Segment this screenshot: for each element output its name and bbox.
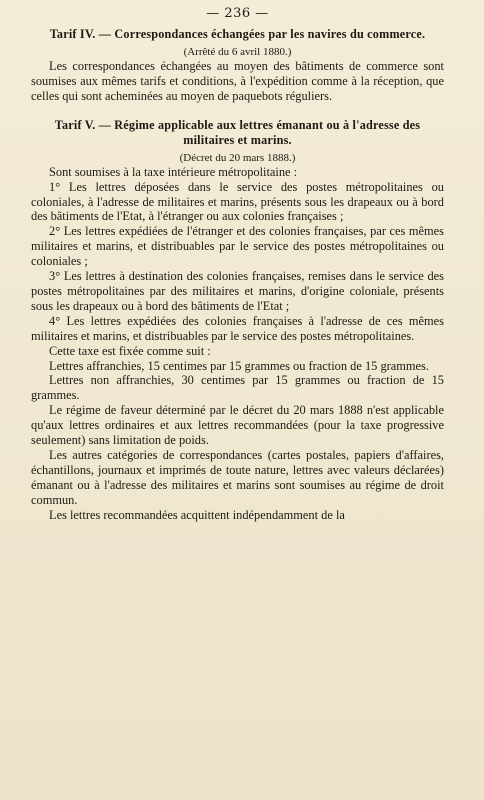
paragraph: 4° Les lettres expédiées des colonies françaises à l'adresse de ces mêmes militaires et marins, et distribuables par le service des postes métropolitaines. <box>31 313 444 343</box>
paragraph: Les correspondances échangées au moyen des bâtiments de commerce sont soumises aux mêmes tarifs et conditions, à l'expédition comme à la réception, que celles qui sont acheminées au moyen de paquebots réguliers. <box>31 59 444 103</box>
paragraph: Les lettres recommandées acquittent indépendamment de la <box>49 507 345 522</box>
paragraph: Le régime de faveur déterminé par le décret du 20 mars 1888 n'est applicable qu'aux lettres ordinaires et aux lettres recommandées (pour la taxe progressive seulement) sans limitation de poids. <box>31 403 444 448</box>
paragraph: 3° Les lettres à destination des colonies françaises, remises dans le service des postes métropolitaines par des militaires et marins, d'origine coloniale, présents sous les drapeaux ou à bord des bâtiments de l'Etat ; <box>31 269 444 313</box>
decree-reference: (Décret du 20 mars 1888.) <box>179 151 296 164</box>
section-title-tarif-v: Tarif V. — Régime applicable aux lettres émanant ou à l'adresse des militaires et marins. <box>54 117 421 147</box>
paragraph: Sont soumises à la taxe intérieure métropolitaine : <box>49 164 298 179</box>
page-number: — 236 — <box>206 6 269 21</box>
paragraph: Lettres affranchies, 15 centimes par 15 grammes ou fraction de 15 grammes. <box>49 358 429 373</box>
decree-reference: (Arrêté du 6 avril 1880.) <box>183 46 292 58</box>
paragraph: 2° Les lettres expédiées de l'étranger et des colonies françaises, par ces mêmes militaires et marins, et distribuables par le service des postes métropolitaines ou coloniales ; <box>31 224 444 269</box>
paragraph: Cette taxe est fixée comme suit : <box>49 343 211 358</box>
paragraph: Lettres non affranchies, 30 centimes par 15 grammes ou fraction de 15 grammes. <box>31 373 444 403</box>
paragraph: 1° Les lettres déposées dans le service des postes métropolitaines ou coloniales, à l'adresse de militaires et marins, présents sous les drapeaux ou à bord des bâtiments de l'Etat, à l'étranger ou aux colonies françaises ; <box>31 179 444 224</box>
section-title-tarif-iv: Tarif IV. — Correspondances échangées par les navires du commerce. <box>49 27 426 41</box>
paragraph: Les autres catégories de correspondances (cartes postales, papiers d'affaires, échantillons, journaux et imprimés de toute nature, lettres avec valeurs déclarées) émanant ou à l'adresse des militaires et marins sont soumises au régime de droit commun. <box>31 447 444 507</box>
